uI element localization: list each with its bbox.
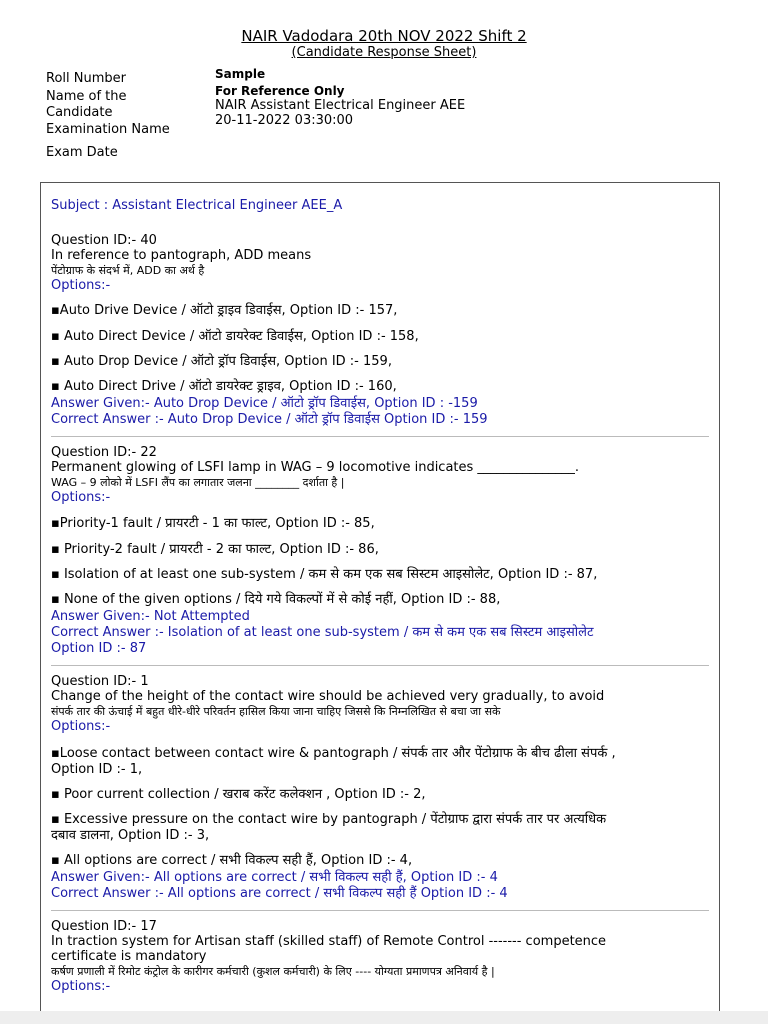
option-item: ▪ Priority-2 fault / प्रायरटी - 2 का फाल्ट, Option ID :- 86, bbox=[51, 542, 379, 557]
subject-heading: Subject : Assistant Electrical Engineer AEE_A bbox=[51, 198, 343, 213]
option-item: ▪ Poor current collection / खराब करेंट कलेक्शन , Option ID :- 2, bbox=[51, 787, 426, 802]
question-text-en: In reference to pantograph, ADD means bbox=[51, 248, 312, 263]
answer-given: Answer Given:- All options are correct / सभी विकल्प सही हैं, Option ID :- 4 bbox=[51, 870, 498, 885]
answer-given: Answer Given:- Auto Drop Device / ऑटो ड्रॉप डिवाईस, Option ID : -159 bbox=[51, 396, 478, 411]
question-block bbox=[51, 919, 709, 994]
correct-answer-option-id: Option ID :- 87 bbox=[51, 641, 147, 656]
correct-answer: Correct Answer :- Isolation of at least one sub-system / कम से कम एक सब सिस्टम आइसोलेट bbox=[51, 625, 594, 640]
option-item: ▪ All options are correct / सभी विकल्प सही हैं, Option ID :- 4, bbox=[51, 853, 413, 868]
option-item: ▪Loose contact between contact wire & pantograph / संपर्क तार और पेंटोग्राफ के बीच ढीला संपर्क , bbox=[51, 746, 616, 761]
option-item: ▪ Auto Direct Drive / ऑटो डायरेक्ट ड्राइव, Option ID :- 160, bbox=[51, 379, 397, 394]
response-box bbox=[40, 182, 720, 1024]
candidate-name-label-line1: Name of the bbox=[46, 89, 127, 104]
option-item: ▪Priority-1 fault / प्रायरटी - 1 का फाल्ट, Option ID :- 85, bbox=[51, 516, 375, 531]
exam-date-value: 20-11-2022 03:30:00 bbox=[215, 113, 354, 128]
options-label: Options:- bbox=[51, 278, 111, 293]
option-item: ▪Auto Drive Device / ऑटो ड्राइव डिवाईस, Option ID :- 157, bbox=[51, 303, 398, 318]
question-text-hi: WAG – 9 लोको में LSFI लैंप का लगातार जलना ________ दर्शाता है | bbox=[51, 476, 345, 489]
exam-name-label: Examination Name bbox=[46, 122, 170, 137]
question-text-en: In traction system for Artisan staff (skilled staff) of Remote Control ------- competence bbox=[51, 934, 607, 949]
question-block bbox=[51, 674, 709, 734]
option-item-continuation: Option ID :- 1, bbox=[51, 762, 143, 777]
options-label: Options:- bbox=[51, 490, 111, 505]
correct-answer: Correct Answer :- Auto Drop Device / ऑटो ड्रॉप डिवाईस Option ID :- 159 bbox=[51, 412, 488, 427]
correct-answer: Correct Answer :- All options are correct / सभी विकल्प सही हैं Option ID :- 4 bbox=[51, 886, 508, 901]
question-id: Question ID:- 17 bbox=[51, 919, 157, 934]
question-block bbox=[51, 233, 709, 293]
option-item: ▪ None of the given options / दिये गये विकल्पों में से कोई नहीं, Option ID :- 88, bbox=[51, 592, 501, 607]
question-divider bbox=[51, 436, 709, 437]
question-text-en: Permanent glowing of LSFI lamp in WAG – 9 locomotive indicates _______________. bbox=[51, 460, 580, 475]
question-divider bbox=[51, 665, 709, 666]
question-divider bbox=[51, 910, 709, 911]
option-item: ▪ Auto Drop Device / ऑटो ड्रॉप डिवाईस, Option ID :- 159, bbox=[51, 354, 392, 369]
question-id: Question ID:- 1 bbox=[51, 674, 149, 689]
option-item-continuation: दबाव डालना, Option ID :- 3, bbox=[51, 828, 210, 843]
question-text-en-cont: certificate is mandatory bbox=[51, 949, 207, 964]
candidate-name-value: For Reference Only bbox=[215, 84, 345, 98]
question-text-hi: संपर्क तार की ऊंचाई में बहुत धीरे-धीरे परिवर्तन हासिल किया जाना चाहिए जिससे कि निम्नलिखित से बचा जा सके bbox=[51, 705, 501, 718]
question-text-en: Change of the height of the contact wire should be achieved very gradually, to avoid bbox=[51, 689, 605, 704]
question-id: Question ID:- 40 bbox=[51, 233, 157, 248]
question-text-hi: पेंटोग्राफ के संदर्भ में, ADD का अर्थ है bbox=[51, 264, 205, 277]
question-id: Question ID:- 22 bbox=[51, 445, 157, 460]
page-bottom-bar bbox=[0, 1011, 768, 1024]
candidate-name-label-line2: Candidate bbox=[46, 105, 113, 120]
sheet-title: NAIR Vadodara 20th NOV 2022 Shift 2 bbox=[241, 27, 527, 45]
roll-number-value: Sample bbox=[215, 67, 266, 81]
option-item: ▪ Auto Direct Device / ऑटो डायरेक्ट डिवाईस, Option ID :- 158, bbox=[51, 329, 419, 344]
options-label: Options:- bbox=[51, 719, 111, 734]
exam-date-label: Exam Date bbox=[46, 145, 118, 160]
question-text-hi: कर्षण प्रणाली में रिमोट कंट्रोल के कारीगर कर्मचारी (कुशल कर्मचारी) के लिए ---- योग्यता प्रमाणपत्र अनिवार्य है | bbox=[51, 965, 495, 978]
options-label: Options:- bbox=[51, 979, 111, 994]
option-item: ▪ Isolation of at least one sub-system / कम से कम एक सब सिस्टम आइसोलेट, Option ID :- 87, bbox=[51, 567, 598, 582]
sheet-subtitle: (Candidate Response Sheet) bbox=[291, 45, 477, 60]
question-block bbox=[51, 445, 709, 505]
exam-name-value: NAIR Assistant Electrical Engineer AEE bbox=[215, 98, 466, 113]
option-item: ▪ Excessive pressure on the contact wire by pantograph / पेंटोग्राफ द्वारा संपर्क तार पर अत्यधिक bbox=[51, 812, 607, 827]
answer-given: Answer Given:- Not Attempted bbox=[51, 609, 250, 624]
roll-number-label: Roll Number bbox=[46, 71, 126, 86]
